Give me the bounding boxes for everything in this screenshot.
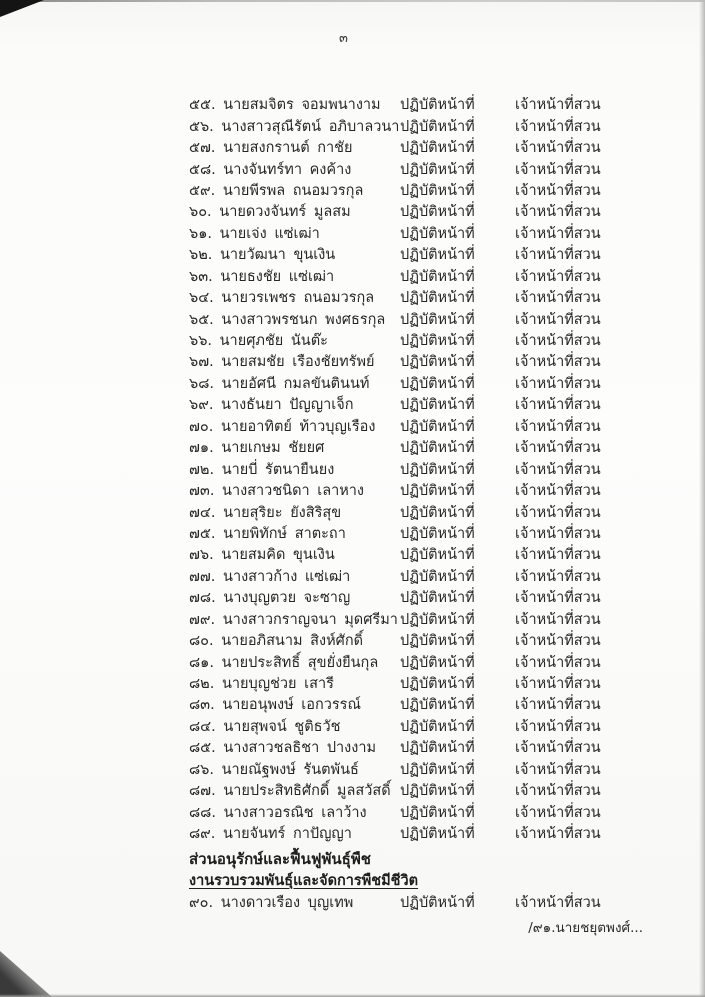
person-cell — [189, 158, 400, 181]
duty-status: ปฏิบัติหน้าที่ — [400, 440, 475, 457]
position-title: เจ้าหน้าที่สวน — [515, 895, 601, 912]
position-title: เจ้าหน้าที่สวน — [515, 247, 601, 264]
duty-status: ปฏิบัติหน้าที่ — [400, 290, 475, 307]
duty-status: ปฏิบัติหน้าที่ — [400, 783, 475, 800]
table-row — [189, 244, 661, 265]
row-number: ๘๙. — [189, 826, 216, 843]
duty-status: ปฏิบัติหน้าที่ — [400, 483, 475, 500]
duty-status: ปฏิบัติหน้าที่ — [400, 568, 475, 585]
person-cell — [189, 736, 400, 759]
duty-status: ปฏิบัติหน้าที่ — [400, 826, 475, 843]
position-title: เจ้าหน้าที่สวน — [515, 761, 601, 778]
row-number: ๙๐. — [189, 895, 214, 912]
table-row — [189, 94, 661, 115]
table-row — [189, 587, 661, 608]
person-cell — [189, 243, 400, 266]
position-title: เจ้าหน้าที่สวน — [515, 483, 601, 500]
table-row — [189, 651, 661, 672]
person-cell — [189, 543, 400, 566]
duty-status: ปฏิบัติหน้าที่ — [400, 161, 475, 178]
position-title: เจ้าหน้าที่สวน — [515, 140, 601, 157]
position-title: เจ้าหน้าที่สวน — [515, 461, 601, 478]
table-row — [189, 223, 661, 244]
person-name: นายประสิทธิศักดิ์ มูลสวัสดิ์ — [223, 783, 391, 800]
position-title: เจ้าหน้าที่สวน — [515, 418, 601, 435]
row-number: ๖๙. — [189, 397, 214, 414]
scan-right-edge-shadow — [699, 0, 705, 997]
duty-status: ปฏิบัติหน้าที่ — [400, 740, 475, 757]
table-row — [189, 544, 661, 565]
row-number: ๖๘. — [189, 375, 214, 392]
table-row — [189, 630, 661, 651]
person-cell — [189, 222, 400, 245]
duty-status: ปฏิบัติหน้าที่ — [400, 375, 475, 392]
person-cell — [189, 779, 400, 802]
table-row — [189, 330, 661, 351]
position-title: เจ้าหน้าที่สวน — [515, 225, 601, 242]
position-title: เจ้าหน้าที่สวน — [515, 268, 601, 285]
table-row — [189, 801, 661, 822]
table-row — [189, 566, 661, 587]
row-number: ๕๘. — [189, 161, 216, 178]
duty-status: ปฏิบัติหน้าที่ — [400, 895, 475, 912]
row-number: ๖๓. — [189, 268, 213, 285]
person-name: นายสมคิด ขุนเงิน — [221, 547, 335, 564]
person-name: นายสมชัย เรืองชัยทรัพย์ — [221, 354, 375, 371]
position-title: เจ้าหน้าที่สวน — [515, 182, 601, 199]
row-number: ๖๔. — [189, 290, 214, 307]
position-title: เจ้าหน้าที่สวน — [515, 204, 601, 221]
row-number: ๗๔. — [189, 504, 216, 521]
duty-status: ปฏิบัติหน้าที่ — [400, 590, 475, 607]
section-heading: ส่วนอนุรักษ์และฟื้นฟูพันธุ์พืช — [189, 850, 371, 868]
duty-status: ปฏิบัติหน้าที่ — [400, 247, 475, 264]
person-name: นายดวงจันทร์ มูลสม — [219, 204, 351, 221]
person-cell — [189, 715, 400, 738]
position-title: เจ้าหน้าที่สวน — [515, 504, 601, 521]
person-cell — [189, 329, 400, 352]
table-row — [189, 458, 661, 479]
person-cell — [189, 651, 400, 674]
position-title: เจ้าหน้าที่สวน — [515, 676, 601, 693]
person-name: นางดาวเรือง บุญเทพ — [220, 895, 354, 912]
duty-status: ปฏิบัติหน้าที่ — [400, 118, 475, 135]
table-row — [189, 287, 661, 308]
person-cell — [189, 758, 400, 781]
person-name: นางสาวชนิดา เลาหาง — [222, 483, 365, 500]
position-title: เจ้าหน้าที่สวน — [515, 440, 601, 457]
table-row — [189, 480, 661, 501]
duty-status: ปฏิบัติหน้าที่ — [400, 525, 475, 542]
person-name: นายจันทร์ กาปัญญา — [223, 826, 352, 843]
table-row — [189, 892, 661, 913]
person-cell — [189, 415, 400, 438]
person-cell — [189, 436, 400, 459]
table-row — [189, 716, 661, 737]
table-row — [189, 351, 661, 372]
scan-corner-mark-bottom-left — [0, 951, 52, 997]
person-cell — [189, 479, 400, 502]
person-name: นายประสิทธิ์ สุขยั่งยืนกุล — [221, 654, 379, 671]
person-cell — [189, 608, 400, 631]
scan-top-edge-shadow — [0, 0, 705, 2]
duty-status: ปฏิบัติหน้าที่ — [400, 204, 475, 221]
row-number: ๘๕. — [189, 740, 216, 757]
person-cell — [189, 672, 400, 695]
row-number: ๖๕. — [189, 311, 214, 328]
person-name: นายเกษม ชัยยศ — [221, 440, 325, 457]
table-row — [189, 609, 661, 630]
table-row — [189, 115, 661, 136]
position-title: เจ้าหน้าที่สวน — [515, 740, 601, 757]
position-title: เจ้าหน้าที่สวน — [515, 333, 601, 350]
position-title: เจ้าหน้าที่สวน — [515, 611, 601, 628]
duty-status: ปฏิบัติหน้าที่ — [400, 397, 475, 414]
row-number: ๖๖. — [189, 333, 213, 350]
person-cell — [189, 265, 400, 288]
row-number: ๗๓. — [189, 483, 215, 500]
duty-status: ปฏิบัติหน้าที่ — [400, 761, 475, 778]
person-name: นางจันทร์ทา คงค้าง — [223, 161, 352, 178]
person-cell — [189, 693, 400, 716]
person-name: นายพิทักษ์ สาตะถา — [223, 525, 346, 542]
person-name: นายสงกรานต์ กาชัย — [223, 140, 353, 157]
row-number: ๗๑. — [189, 440, 214, 457]
row-number: ๖๑. — [189, 225, 213, 242]
table-row — [189, 158, 661, 179]
person-cell — [189, 501, 400, 524]
person-name: นางสาวอรณิช เลาว้าง — [223, 804, 367, 821]
row-number: ๘๑. — [189, 654, 214, 671]
table-row — [189, 694, 661, 715]
position-title: เจ้าหน้าที่สวน — [515, 783, 601, 800]
row-number: ๘๘. — [189, 804, 216, 821]
person-cell — [189, 458, 400, 481]
person-name: นายวัฒนา ขุนเงิน — [219, 247, 336, 264]
duty-status: ปฏิบัติหน้าที่ — [400, 633, 475, 650]
person-name: นายธงชัย แซ่เฒ่า — [220, 268, 335, 285]
duty-status: ปฏิบัติหน้าที่ — [400, 804, 475, 821]
person-cell — [189, 179, 400, 202]
table-row — [189, 266, 661, 287]
duty-status: ปฏิบัติหน้าที่ — [400, 504, 475, 521]
duty-status: ปฏิบัติหน้าที่ — [400, 697, 475, 714]
table-row — [189, 523, 661, 544]
person-name: นายอัศนี กมลขันตินนท์ — [221, 375, 370, 392]
person-cell — [189, 372, 400, 395]
position-title: เจ้าหน้าที่สวน — [515, 718, 601, 735]
duty-status: ปฏิบัติหน้าที่ — [400, 547, 475, 564]
person-cell — [189, 586, 400, 609]
person-name: นายอภิสนาม สิงห์ศักดิ์ — [221, 633, 364, 650]
row-number: ๗๕. — [189, 525, 216, 542]
table-row — [189, 759, 661, 780]
row-number: ๕๙. — [189, 182, 216, 199]
duty-status: ปฏิบัติหน้าที่ — [400, 97, 475, 114]
position-title: เจ้าหน้าที่สวน — [515, 311, 601, 328]
duty-status: ปฏิบัติหน้าที่ — [400, 225, 475, 242]
person-name: นายศุภชัย นันต๊ะ — [219, 333, 328, 350]
row-number: ๘๗. — [189, 783, 216, 800]
person-cell — [189, 522, 400, 545]
person-name: นายสุริยะ ยังสิริสุข — [223, 504, 342, 521]
table-row — [189, 437, 661, 458]
duty-status: ปฏิบัติหน้าที่ — [400, 461, 475, 478]
personnel-roster-list — [189, 94, 661, 844]
person-cell — [189, 891, 400, 914]
person-cell — [189, 629, 400, 652]
row-number: ๖๐. — [189, 204, 212, 221]
table-row — [189, 394, 661, 415]
duty-status: ปฏิบัติหน้าที่ — [400, 182, 475, 199]
row-number: ๕๖. — [189, 118, 214, 135]
table-row — [189, 201, 661, 222]
duty-status: ปฏิบัติหน้าที่ — [400, 676, 475, 693]
table-row — [189, 180, 661, 201]
row-number: ๗๖. — [189, 547, 214, 564]
row-number: ๖๒. — [189, 247, 213, 264]
row-number: ๗๙. — [189, 611, 216, 628]
table-row — [189, 501, 661, 522]
position-title: เจ้าหน้าที่สวน — [515, 354, 601, 371]
duty-status: ปฏิบัติหน้าที่ — [400, 654, 475, 671]
table-row — [189, 737, 661, 758]
page-continuation-marker: /๙๑.นายชยุตพงศ์... — [528, 920, 643, 936]
duty-status: ปฏิบัติหน้าที่ — [400, 718, 475, 735]
position-title: เจ้าหน้าที่สวน — [515, 161, 601, 178]
section-roster-list — [189, 892, 661, 913]
duty-status: ปฏิบัติหน้าที่ — [400, 268, 475, 285]
duty-status: ปฏิบัติหน้าที่ — [400, 311, 475, 328]
person-name: นายสมจิตร จอมพนางาม — [223, 97, 381, 114]
duty-status: ปฏิบัติหน้าที่ — [400, 611, 475, 628]
row-number: ๕๕. — [189, 97, 216, 114]
page-number: ๓ — [339, 31, 348, 46]
row-number: ๘๐. — [189, 633, 214, 650]
position-title: เจ้าหน้าที่สวน — [515, 375, 601, 392]
person-name: นางสาวกราญจนา มุดศรีมา — [222, 611, 398, 628]
table-row — [189, 780, 661, 801]
position-title: เจ้าหน้าที่สวน — [515, 654, 601, 671]
person-name: นายณัฐพงษ์ รันตพันธ์ — [221, 761, 359, 778]
person-name: นายอนุพงษ์ เอกวรรณ์ — [222, 697, 361, 714]
person-name: นายเจ่ง แซ่เฒ่า — [219, 225, 320, 242]
position-title: เจ้าหน้าที่สวน — [515, 547, 601, 564]
row-number: ๘๓. — [189, 697, 215, 714]
position-title: เจ้าหน้าที่สวน — [515, 697, 601, 714]
person-name: นายพีรพล ถนอมวรกุล — [222, 182, 364, 199]
person-cell — [189, 115, 400, 138]
person-name: นางสาวพรชนก พงศธรกุล — [221, 311, 386, 328]
row-number: ๗๗. — [189, 568, 216, 585]
position-title: เจ้าหน้าที่สวน — [515, 826, 601, 843]
person-cell — [189, 565, 400, 588]
row-number: ๘๒. — [189, 676, 215, 693]
person-name: นายอาทิตย์ ท้าวบุญเรือง — [220, 418, 376, 435]
person-cell — [189, 393, 400, 416]
position-title: เจ้าหน้าที่สวน — [515, 568, 601, 585]
row-number: ๗๒. — [189, 461, 215, 478]
person-name: นางสาวชลธิชา ปางงาม — [223, 740, 377, 757]
person-name: นายบุญช่วย เสารี — [221, 676, 334, 693]
position-title: เจ้าหน้าที่สวน — [515, 290, 601, 307]
person-cell — [189, 308, 400, 331]
person-name: นายบี่ รัตนายืนยง — [221, 461, 335, 478]
person-name: นางธันยา ปัญญาเจ็ก — [221, 397, 354, 414]
person-cell — [189, 822, 400, 845]
person-cell — [189, 200, 400, 223]
person-cell — [189, 136, 400, 159]
person-cell — [189, 93, 400, 116]
table-row — [189, 373, 661, 394]
table-row — [189, 308, 661, 329]
position-title: เจ้าหน้าที่สวน — [515, 804, 601, 821]
person-name: นางบุญตวย จะซาญ — [223, 590, 351, 607]
duty-status: ปฏิบัติหน้าที่ — [400, 418, 475, 435]
scan-corner-mark-top-left — [0, 0, 44, 17]
row-number: ๘๖. — [189, 761, 214, 778]
row-number: ๗๘. — [189, 590, 216, 607]
position-title: เจ้าหน้าที่สวน — [515, 397, 601, 414]
table-row — [189, 673, 661, 694]
table-row — [189, 137, 661, 158]
row-number: ๖๗. — [189, 354, 214, 371]
position-title: เจ้าหน้าที่สวน — [515, 590, 601, 607]
position-title: เจ้าหน้าที่สวน — [515, 97, 601, 114]
person-name: นางสาวสุณีรัตน์ อภิบาลวนา — [221, 118, 400, 135]
position-title: เจ้าหน้าที่สวน — [515, 118, 601, 135]
section-subheading: งานรวบรวมพันธุ์และจัดการพืชมีชีวิต — [189, 873, 419, 889]
row-number: ๗๐. — [189, 418, 214, 435]
row-number: ๕๗. — [189, 140, 216, 157]
person-cell — [189, 801, 400, 824]
table-row — [189, 416, 661, 437]
duty-status: ปฏิบัติหน้าที่ — [400, 333, 475, 350]
duty-status: ปฏิบัติหน้าที่ — [400, 354, 475, 371]
person-name: นายสุพจน์ ชูติธวัช — [223, 718, 341, 735]
person-cell — [189, 350, 400, 373]
person-cell — [189, 286, 400, 309]
table-row — [189, 823, 661, 844]
position-title: เจ้าหน้าที่สวน — [515, 633, 601, 650]
person-name: นางสาวก้าง แซ่เฒ่า — [223, 568, 351, 585]
person-name: นายวรเพชร ถนอมวรกุล — [221, 290, 375, 307]
duty-status: ปฏิบัติหน้าที่ — [400, 140, 475, 157]
row-number: ๘๔. — [189, 718, 216, 735]
position-title: เจ้าหน้าที่สวน — [515, 525, 601, 542]
